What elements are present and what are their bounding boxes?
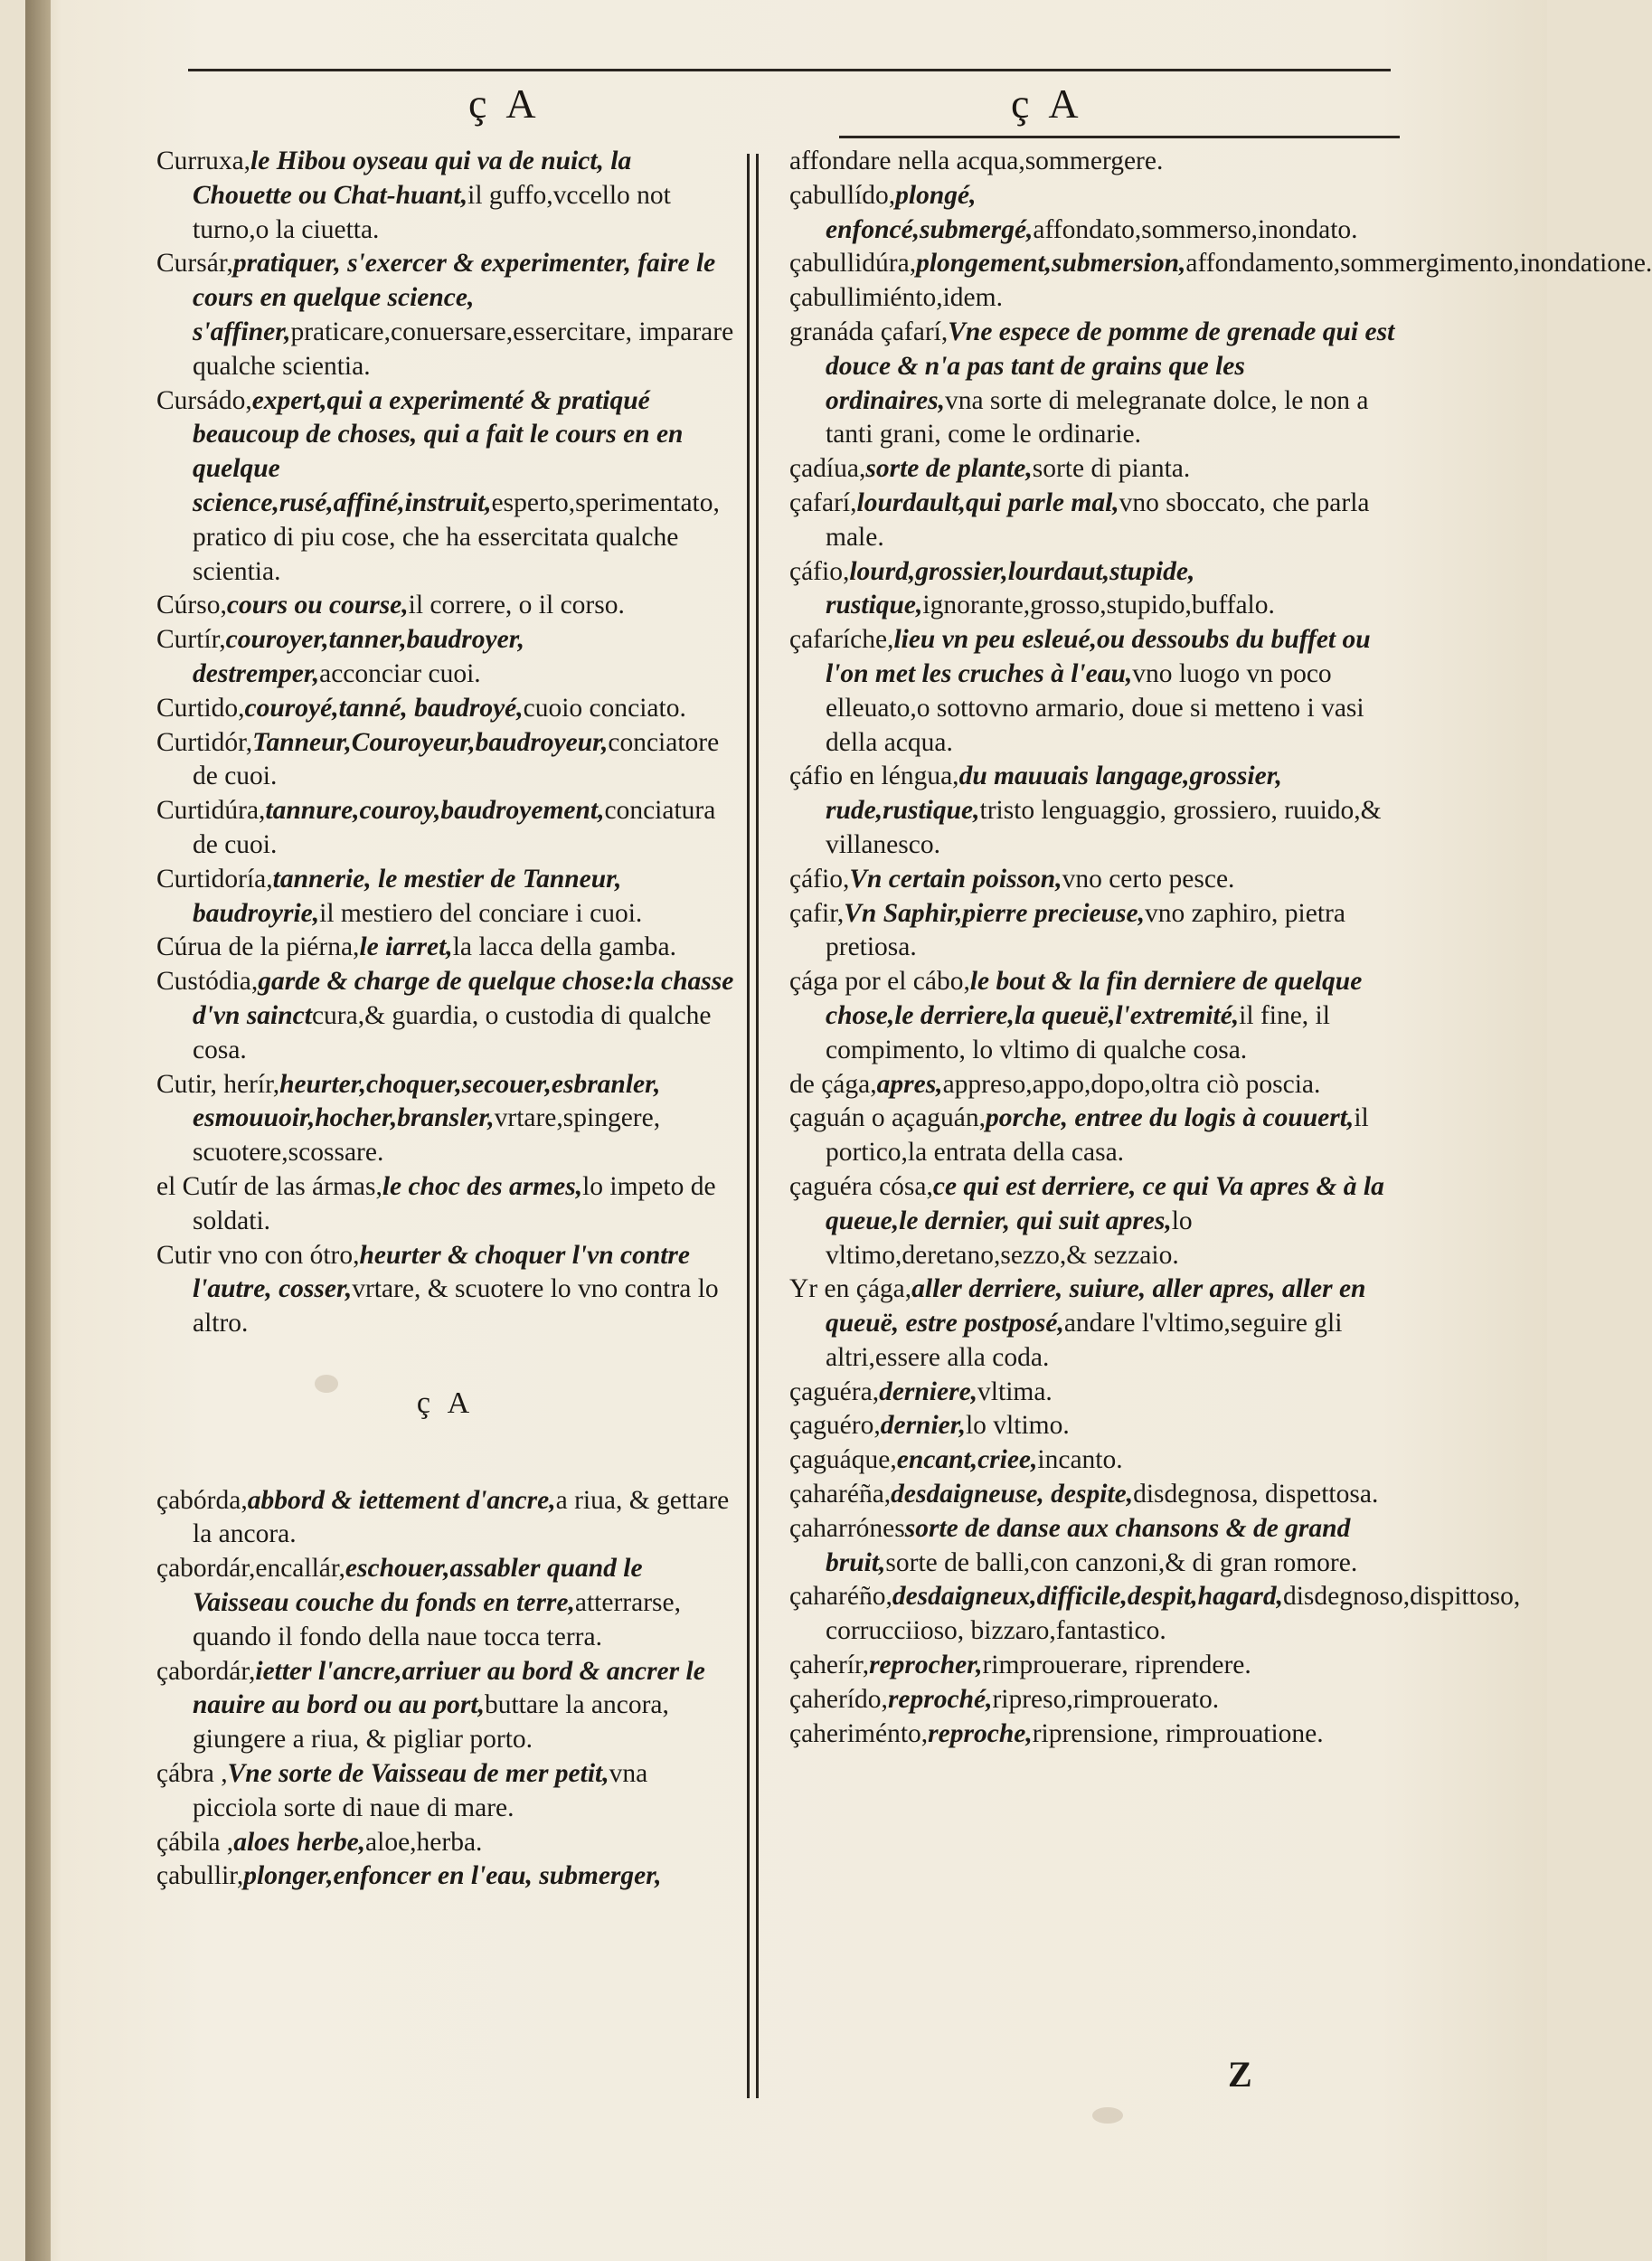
french-gloss: desdaigneux,difficile,despit,hagard,: [892, 1582, 1283, 1612]
headword: çaguáque,: [789, 1445, 897, 1475]
dictionary-entry: [789, 760, 1400, 862]
french-gloss: tannerie, le mestier de Tanneur, baudroyrie,: [193, 864, 622, 928]
italian-gloss: la lacca della gamba.: [452, 932, 677, 962]
headword: Cúrua de la piérna,: [156, 932, 360, 962]
dictionary-entry: [789, 1580, 1521, 1649]
italian-gloss: incanto.: [1037, 1445, 1123, 1475]
italian-gloss: rimprouerare, riprendere.: [982, 1651, 1251, 1680]
french-gloss: le bout & la fin derniere de quelque chose,le derriere,la queuë,l'extremité,: [826, 967, 1363, 1030]
italian-gloss: buttare la ancora, giungere a riua, & pigliar porto.: [193, 1690, 669, 1755]
dictionary-entry: [156, 1239, 735, 1341]
french-gloss: heurter & choquer l'vn contre l'autre, cosser,: [193, 1240, 691, 1304]
dictionary-entry: [789, 555, 1400, 624]
headword: çadíua,: [789, 454, 866, 484]
italian-gloss: praticare,conuersare,essercitare, imparare qualche scientia.: [193, 317, 734, 381]
italian-gloss: vltima.: [977, 1376, 1053, 1406]
french-gloss: Vn Saphir,pierre precieuse,: [844, 898, 1145, 928]
dictionary-entry: [789, 1717, 1400, 1752]
french-gloss: expert,qui a experimenté & pratiqué beaucoup de choses, qui a fait le cours en en quelque science,rusé,affiné,instruit,: [193, 385, 684, 517]
dictionary-entry: [156, 692, 735, 726]
french-gloss: Tanneur,Couroyeur,baudroyeur,: [252, 727, 609, 757]
italian-gloss: vna sorte di melegranate dolce, le non a tanti grani, come le ordinarie.: [826, 385, 1369, 449]
right-header-rule: [839, 136, 1400, 138]
dictionary-entry: [789, 1683, 1400, 1717]
italian-gloss: il guffo,vccello not turno,o la ciuetta.: [193, 180, 671, 244]
dictionary-entry: [789, 281, 1400, 316]
italian-gloss: esperto,sperimentato, pratico di piu cose, che ha essercitata qualche scientia.: [193, 487, 720, 586]
headword: Curtidoría,: [156, 864, 273, 894]
headword: çábra ,: [156, 1759, 228, 1789]
headword: çáfio,: [789, 556, 850, 586]
column-rule-2: [756, 154, 759, 2098]
right-entries: [789, 145, 1652, 1751]
dictionary-entry: [789, 487, 1400, 555]
french-gloss: sorte de danse aux chansons & de grand bruit,: [826, 1513, 1351, 1577]
left-column: [156, 145, 735, 1894]
french-gloss: Vne sorte de Vaisseau de mer petit,: [227, 1759, 609, 1789]
dictionary-entry: [789, 1102, 1400, 1170]
italian-gloss: affondato,sommerso,inondato.: [1033, 214, 1358, 244]
dictionary-entry: [789, 1478, 1400, 1512]
headword: çaguéra cósa,: [789, 1171, 933, 1201]
dictionary-entry: [156, 1826, 735, 1860]
italian-gloss: conciatore de cuoi.: [193, 727, 720, 791]
italian-gloss: il correre, o il corso.: [408, 591, 625, 620]
dictionary-entry: [156, 931, 735, 965]
italian-gloss: sorte de balli,con canzoni,& di gran romore.: [885, 1547, 1358, 1577]
french-gloss: le choc des armes,: [382, 1171, 583, 1201]
italian-gloss: vrtare,spingere, scuotere,scossare.: [193, 1103, 661, 1168]
dictionary-entry: [789, 1170, 1400, 1272]
headword: Curtido,: [156, 693, 245, 723]
french-gloss: ietter l'ancre,arriuer au bord & ancrer le nauire au bord ou au port,: [193, 1656, 705, 1720]
headword: çaharéño,: [789, 1582, 892, 1612]
dictionary-entry: [789, 1272, 1400, 1375]
dictionary-entry: [156, 965, 735, 1067]
headword: çáfio en léngua,: [789, 762, 959, 791]
italian-gloss: cuoio conciato.: [523, 693, 686, 723]
french-gloss: du mauuais langage,grossier, rude,rustique,: [826, 762, 1282, 826]
headword: çaguéro,: [789, 1411, 881, 1441]
french-gloss: sorte de plante,: [865, 454, 1033, 484]
french-gloss: derniere,: [879, 1376, 978, 1406]
french-gloss: aller derriere, suiure, aller apres, aller en queuë, estre postposé,: [826, 1274, 1366, 1339]
headword: Cutir vno con ótro,: [156, 1240, 360, 1270]
french-gloss: le iarret,: [359, 932, 453, 962]
italian-gloss: vna picciola sorte di naue di mare.: [193, 1759, 648, 1822]
headword: çafarí,: [789, 487, 857, 517]
dictionary-entry: [156, 623, 735, 692]
french-gloss: Vn certain poisson,: [849, 864, 1062, 894]
french-gloss: Vne espece de pomme de grenade qui est douce & n'a pas tant de grains que les ordinaires,: [826, 317, 1395, 415]
french-gloss: aloes herbe,: [233, 1827, 366, 1857]
dictionary-entry: [156, 589, 735, 623]
left-running-head: ç A: [468, 80, 542, 127]
headword: çabordár,: [156, 1656, 256, 1686]
italian-gloss: conciatura de cuoi.: [193, 796, 716, 859]
italian-gloss: idem.: [942, 283, 1003, 313]
french-gloss: reproché,: [887, 1684, 993, 1714]
section-heading: ç A: [416, 1386, 476, 1420]
dictionary-entry: [789, 863, 1400, 897]
italian-gloss: lo vltimo,deretano,sezzo,& sezzaio.: [826, 1206, 1193, 1270]
headword: çaguéra,: [789, 1376, 880, 1406]
headword: çaherír,: [789, 1651, 870, 1680]
italian-gloss: vno sboccato, che parla male.: [826, 487, 1370, 552]
right-column: [789, 145, 1652, 1751]
italian-gloss: vno luogo vn poco elleuato,o sottovno armario, doue si metteno i vasi della acqua.: [826, 658, 1364, 757]
dictionary-entry: [789, 897, 1400, 966]
headword: Curtidór,: [156, 727, 253, 757]
italian-gloss: disdegnosa, dispettosa.: [1133, 1480, 1379, 1509]
italian-gloss: lo impeto de soldati.: [193, 1171, 716, 1235]
dictionary-entry: [156, 1859, 735, 1894]
headword: çabullidúra,: [789, 249, 917, 279]
headword: Cutir, herír,: [156, 1069, 280, 1099]
italian-gloss: vno zaphiro, pietra pretiosa.: [826, 898, 1345, 962]
dictionary-entry: [156, 1655, 735, 1757]
headword: çaharéña,: [789, 1480, 892, 1509]
ink-spot: [315, 1375, 338, 1393]
italian-gloss: ignorante,grosso,stupido,buffalo.: [922, 591, 1275, 620]
italian-gloss: tristo lenguaggio, grossiero, ruuido,& villanesco.: [826, 796, 1382, 859]
dictionary-entry: [789, 452, 1400, 487]
headword: Curruxa,: [156, 147, 251, 175]
dictionary-entry: [789, 1409, 1400, 1443]
italian-gloss: vno certo pesce.: [1062, 864, 1235, 894]
dictionary-entry: [789, 1443, 1400, 1478]
french-gloss: reprocher,: [869, 1651, 983, 1680]
dictionary-entry: [789, 623, 1400, 760]
headword: de çága,: [789, 1069, 877, 1099]
french-gloss: tannure,couroy,baudroyement,: [265, 796, 605, 826]
headword: çáfio,: [789, 864, 850, 894]
dictionary-entry: [789, 1376, 1400, 1410]
dictionary-entry: [789, 316, 1400, 452]
french-gloss: plonger,enfoncer en l'eau, submerger,: [243, 1861, 662, 1891]
italian-gloss: il fine, il compimento, lo vltimo di qualche cosa.: [826, 1000, 1330, 1064]
dictionary-entry: [789, 1649, 1400, 1683]
french-gloss: reproche,: [928, 1718, 1033, 1748]
french-gloss: plongement,submersion,: [916, 249, 1186, 279]
french-gloss: le Hibou oyseau qui va de nuict, la Chouette ou Chat-huant,: [193, 147, 632, 210]
italian-gloss: riprensione, rimprouatione.: [1032, 1718, 1324, 1748]
page-edge: [25, 0, 51, 2261]
dictionary-entry: [156, 1484, 735, 1553]
italian-gloss: vrtare, & scuotere lo vno contra lo altro.: [193, 1274, 719, 1339]
headword: çabordár,encallár,: [156, 1554, 345, 1584]
french-gloss: desdaigneuse, despite,: [891, 1480, 1134, 1509]
left-entries-a: [156, 145, 735, 1341]
top-rule: [188, 69, 1391, 71]
dictionary-entry: [789, 145, 1400, 179]
italian-gloss: lo vltimo.: [965, 1411, 1070, 1441]
italian-gloss: a riua, & gettare la ancora.: [193, 1485, 730, 1549]
italian-gloss: andare l'vltimo,seguire gli altri,essere alla coda.: [826, 1309, 1343, 1372]
italian-gloss: ripreso,rimprouerato.: [992, 1684, 1220, 1714]
headword: Curtír,: [156, 625, 226, 655]
headword: Custódia,: [156, 967, 259, 997]
italian-gloss: disdegnoso,dispittoso, corrucciioso, bizzaro,fantastico.: [826, 1582, 1521, 1646]
headword: çafir,: [789, 898, 845, 928]
french-gloss: garde & charge de quelque chose:la chasse d'vn sainct: [193, 967, 734, 1030]
headword: el Cutír de las ármas,: [156, 1171, 382, 1201]
italian-gloss: acconciar cuoi.: [319, 658, 481, 688]
italian-gloss: sorte di pianta.: [1032, 454, 1191, 484]
french-gloss: pratiquer, s'exercer & experimenter, faire le cours en quelque science, s'affiner,: [193, 249, 716, 346]
headword: granáda çafarí,: [789, 317, 949, 346]
right-running-head: ç A: [1011, 80, 1084, 127]
headword: çága por el cábo,: [789, 967, 970, 997]
headword: Cursár,: [156, 249, 233, 279]
dictionary-entry: [156, 794, 735, 863]
headword: çaherído,: [789, 1684, 888, 1714]
french-gloss: cours ou course,: [226, 591, 409, 620]
dictionary-entry: [789, 1512, 1400, 1581]
headword: Yr en çága,: [789, 1274, 912, 1304]
french-gloss: heurter,choquer,secouer,esbranler, esmouuoir,hocher,bransler,: [193, 1069, 661, 1133]
headword: Cúrso,: [156, 591, 227, 620]
french-gloss: dernier,: [880, 1411, 966, 1441]
french-gloss: lourdault,qui parle mal,: [856, 487, 1119, 517]
headword: çabórda,: [156, 1485, 248, 1515]
italian-gloss: aloe,herba.: [365, 1827, 483, 1857]
headword: Cursádo,: [156, 385, 252, 415]
catchword: Z: [1228, 2054, 1252, 2095]
italian-gloss: affondare nella acqua,sommergere.: [789, 147, 1164, 175]
headword: çaheriménto,: [789, 1718, 929, 1748]
italian-gloss: il portico,la entrata della casa.: [826, 1103, 1369, 1168]
dictionary-entry: [156, 247, 735, 383]
italian-gloss: atterrarse, quando il fondo della naue tocca terra.: [193, 1588, 681, 1651]
french-gloss: porche, entree du logis à couuert,: [986, 1103, 1355, 1133]
headword: Curtidúra,: [156, 796, 266, 826]
dictionary-entry: [156, 1068, 735, 1170]
dictionary-entry: [156, 1170, 735, 1239]
left-entries-b: [156, 1484, 735, 1895]
italian-gloss: affondamento,sommergimento,inondatione.: [1185, 249, 1652, 279]
dictionary-entry: [156, 1757, 735, 1826]
french-gloss: lourd,grossier,lourdaut,stupide, rustique,: [826, 556, 1195, 620]
french-gloss: eschouer,assabler quand le Vaisseau couche du fonds en terre,: [193, 1554, 643, 1618]
dictionary-entry: [789, 1068, 1400, 1102]
headword: çábila ,: [156, 1827, 234, 1857]
dictionary-entry: [156, 384, 735, 590]
italian-gloss: cura,& guardia, o custodia di qualche cosa.: [193, 1000, 712, 1064]
headword: çaharrónes: [789, 1513, 905, 1543]
headword: çabullimiénto,: [789, 283, 943, 313]
french-gloss: couroyer,tanner,baudroyer, destremper,: [193, 625, 524, 688]
dictionary-entry: [156, 863, 735, 932]
ink-spot: [1092, 2107, 1123, 2124]
french-gloss: apres,: [876, 1069, 943, 1099]
french-gloss: couroyé,tanné, baudroyé,: [244, 693, 524, 723]
dictionary-entry: [156, 145, 735, 247]
page: [25, 0, 1652, 2261]
french-gloss: abbord & iettement d'ancre,: [247, 1485, 556, 1515]
french-gloss: ce qui est derriere, ce qui Va apres & à la queue,le dernier, qui suit apres,: [826, 1171, 1384, 1235]
headword: çaguán o açaguán,: [789, 1103, 986, 1133]
french-gloss: lieu vn peu esleué,ou dessoubs du buffet ou l'on met les cruches à l'eau,: [826, 625, 1371, 688]
dictionary-entry: [789, 247, 1652, 281]
italian-gloss: il mestiero del conciare i cuoi.: [319, 898, 643, 928]
dictionary-entry: [789, 179, 1400, 248]
headword: çabullído,: [789, 180, 896, 210]
french-gloss: plongé, enfoncé,submergé,: [826, 180, 1034, 244]
dictionary-entry: [789, 965, 1400, 1067]
italian-gloss: appreso,appo,dopo,oltra ciò poscia.: [942, 1069, 1321, 1099]
dictionary-entry: [156, 726, 735, 795]
headword: çafaríche,: [789, 625, 894, 655]
headword: çabullir,: [156, 1861, 244, 1891]
french-gloss: encant,criee,: [896, 1445, 1038, 1475]
column-rule-1: [747, 154, 750, 2098]
dictionary-entry: [156, 1552, 735, 1654]
